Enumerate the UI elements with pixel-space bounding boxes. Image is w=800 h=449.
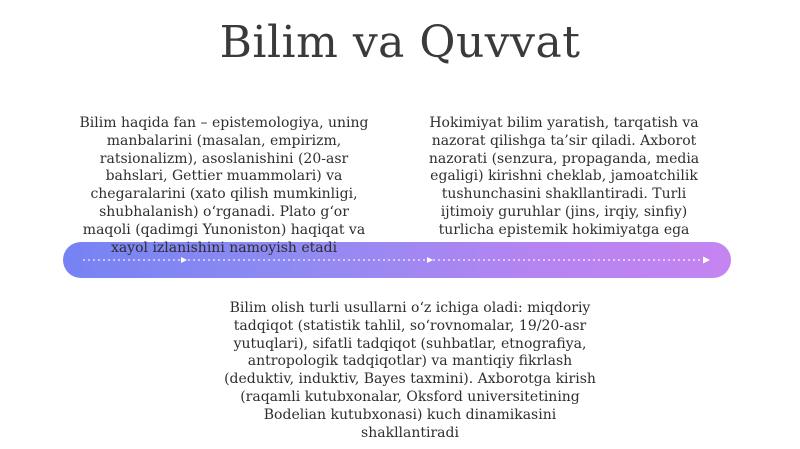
arrow-head-icon (181, 257, 187, 263)
arrow-head-icon (427, 257, 433, 263)
arrow-head-icon (703, 257, 710, 264)
methods-text-block: Bilim olish turli usullarni o‘z ichiga oladi: miqdoriy tadqiqot (statistik tahlil, so‘rovnomalar, 19/20-asr yutuqlari), sifatli tadqiqot (suhbatlar, etnografiya, antropologik tadqiqotlar) va mantiqiy fikrlash (deduktiv, induktiv, Bayes taxmini). Axborotga kirish (raqamli kutubxonalar, Oksford universitetining Bodelian kutubxonasi) kuch dinamikasini shakllantiradi (224, 300, 596, 441)
power-text-block: Hokimiyat bilim yaratish, tarqatish va nazorat qilishga ta’sir qiladi. Axborot nazorati (senzura, propaganda, media egaligi) kirishni cheklab, jamoatchilik tushunchasini shakllantiradi. Turli ijtimoiy guruhlar (jins, irqiy, sinfiy) turlicha epistemik hokimiyatga ega (428, 115, 700, 238)
knowledge-text-block: Bilim haqida fan – epistemologiya, uning manbalarini (masalan, empirizm, ratsionalizm), asoslanishini (20-asr bahslari, Gettier muammolari) va chegaralarini (xato qilish mumkinligi, shubhalanish) o‘rganadi. Plato g‘or maqoli (qadimgi Yunoniston) haqiqat va xayol izlanishini namoyish etadi (79, 115, 369, 256)
page-title: Bilim va Quvvat (219, 17, 581, 68)
